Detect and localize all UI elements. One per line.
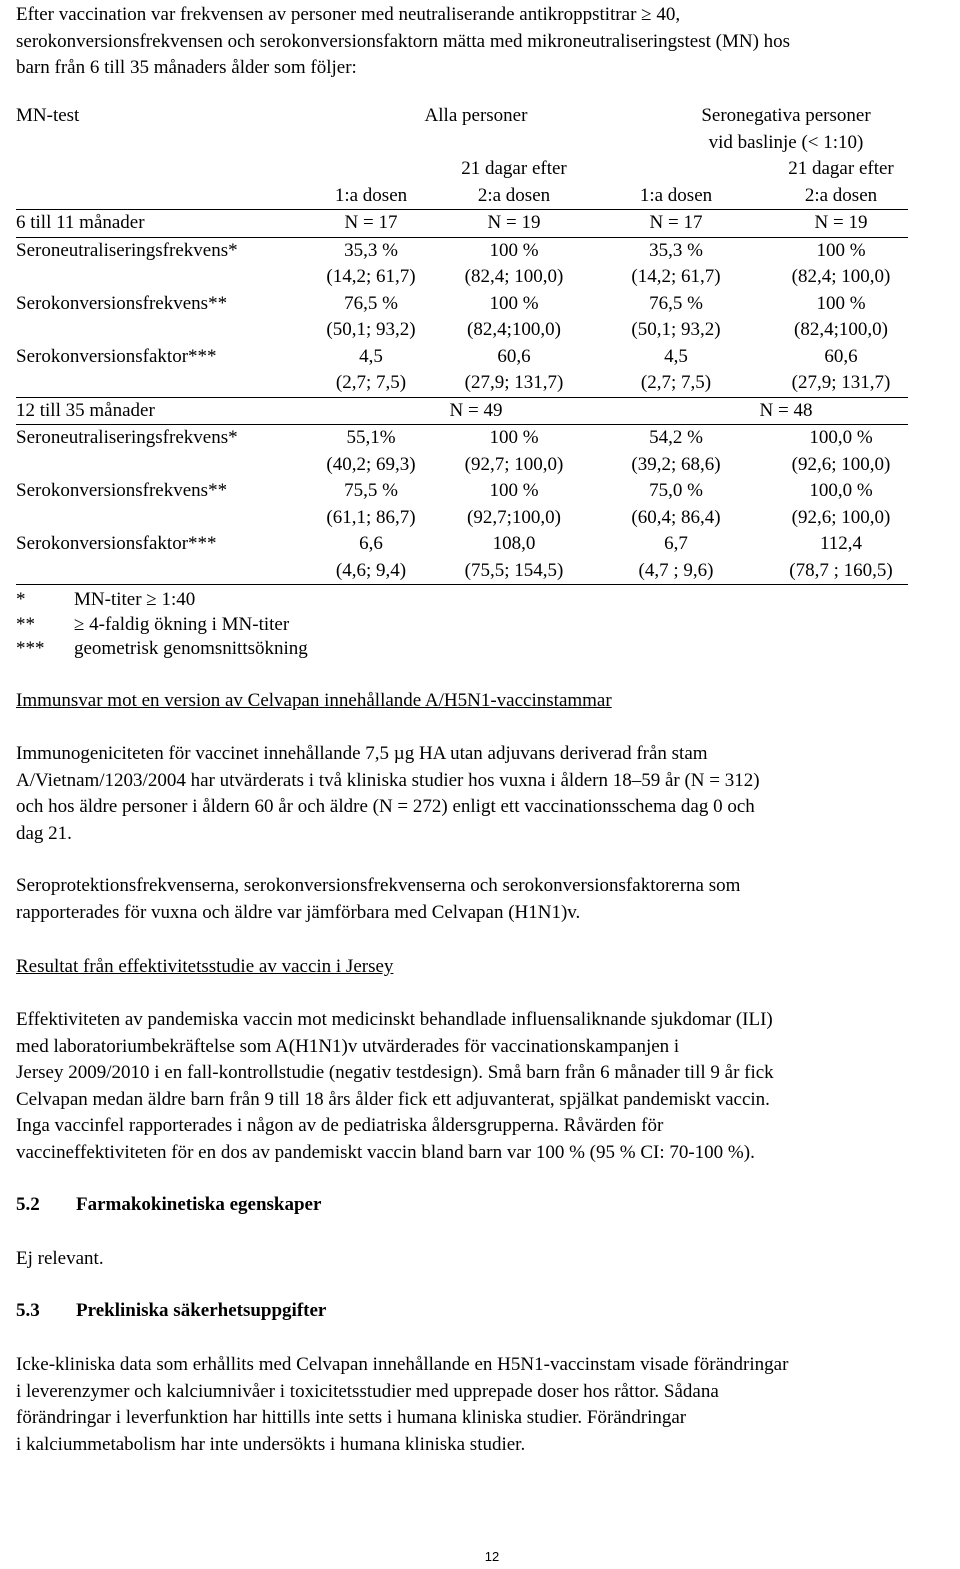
value-cell: 35,3 % xyxy=(344,239,398,261)
ci-cell: (2,7; 7,5) xyxy=(335,372,407,393)
footnote xyxy=(16,636,908,661)
value-cell: 100 % xyxy=(489,427,539,448)
dose-header: 1:a dosen xyxy=(334,184,408,206)
text-line: Effektiviteten av pandemiska vaccin mot medicinskt behandlade influensaliknande sjukdomar (ILI) xyxy=(16,1009,773,1030)
value-cell: 100 % xyxy=(816,292,866,314)
section-5-3-paragraph xyxy=(16,1352,956,1458)
text-line: förändringar i leverfunktion har hittills inte setts i humana kliniska studier. Förändringar xyxy=(16,1407,687,1428)
value-cell: 54,2 % xyxy=(649,427,703,448)
age-group-row xyxy=(16,210,908,238)
value-cell: 75,0 % xyxy=(649,480,703,501)
age-group-label: 12 till 35 månader xyxy=(16,399,155,421)
ci-cell: (50,1; 93,2) xyxy=(326,319,416,340)
ci-cell: (61,1; 86,7) xyxy=(326,506,416,528)
footnote-text: MN-titer ≥ 1:40 xyxy=(74,589,196,610)
intro-line: serokonversionsfrekvensen och serokonversionsfaktorn mätta med mikroneutraliseringstest (MN) hos xyxy=(16,30,791,52)
section-number: 5.3 xyxy=(16,1300,40,1321)
ci-cell: (14,2; 61,7) xyxy=(631,266,721,287)
text-line: dag 21. xyxy=(16,822,72,844)
table-row xyxy=(16,478,908,505)
value-cell: 55,1% xyxy=(346,427,396,448)
ci-cell: (82,4;100,0) xyxy=(467,319,561,340)
jersey-heading: Resultat från effektivitetsstudie av vaccin i Jersey xyxy=(16,956,394,977)
ci-row xyxy=(16,452,908,479)
section-5-2-text: Ej relevant. xyxy=(16,1248,104,1269)
section-heading-5-2 xyxy=(16,1192,956,1219)
ci-cell: (39,2; 68,6) xyxy=(631,453,721,475)
ci-row xyxy=(16,370,908,398)
n-cell: N = 17 xyxy=(344,212,398,233)
row-label: Serokonversionsfrekvens** xyxy=(16,480,228,501)
dose-header: 2:a dosen xyxy=(477,184,551,206)
dose-header: 1:a dosen xyxy=(639,184,713,206)
ci-row xyxy=(16,505,908,532)
footnote-mark: * xyxy=(16,589,26,610)
section-number: 5.2 xyxy=(16,1194,40,1215)
text-line: i kalciummetabolism har inte undersökts i humana kliniska studier. xyxy=(16,1433,526,1455)
row-label: Serokonversionsfaktor*** xyxy=(16,533,217,554)
value-cell: 4,5 xyxy=(664,345,688,367)
value-cell: 76,5 % xyxy=(649,292,703,314)
value-cell: 112,4 xyxy=(819,533,863,554)
value-cell: 100,0 % xyxy=(809,480,873,501)
text-line: med laboratoriumbekräftelse som A(H1N1)v utvärderades för vaccinationskampanjen i xyxy=(16,1035,680,1057)
group-header-seronegative: Seronegativa personer xyxy=(701,105,871,126)
text-line: rapporterades för vuxna och äldre var jämförbara med Celvapan (H1N1)v. xyxy=(16,901,581,923)
ci-row xyxy=(16,558,908,586)
value-cell: 76,5 % xyxy=(344,292,398,314)
ci-cell: (2,7; 7,5) xyxy=(640,372,712,393)
ci-cell: (92,7;100,0) xyxy=(467,506,561,528)
footnotes xyxy=(16,587,908,661)
n-cell: N = 19 xyxy=(814,212,868,233)
age-group-row xyxy=(16,398,908,426)
value-cell: 6,7 xyxy=(664,533,688,554)
value-cell: 6,6 xyxy=(359,533,383,554)
footnote-text: ≥ 4-faldig ökning i MN-titer xyxy=(74,613,290,635)
ci-cell: (78,7 ; 160,5) xyxy=(789,559,893,581)
dose-header-row xyxy=(16,183,908,211)
table-row xyxy=(16,238,908,265)
mn-test-table xyxy=(16,103,908,661)
footnote-text: geometrisk genomsnittsökning xyxy=(74,638,308,659)
text-line: i leverenzymer och kalciumnivåer i toxicitetsstudier med upprepade doser hos råttor. Sådana xyxy=(16,1380,719,1402)
header-row-2 xyxy=(16,130,908,157)
ci-cell: (82,4; 100,0) xyxy=(791,266,891,287)
h5n1-paragraph xyxy=(16,741,956,847)
ci-cell: (27,9; 131,7) xyxy=(464,372,564,393)
table-label: MN-test xyxy=(16,105,80,126)
group-header-baseline: vid baslinje (< 1:10) xyxy=(708,131,864,153)
table-row xyxy=(16,291,908,318)
ci-cell: (60,4; 86,4) xyxy=(631,506,721,528)
ci-cell: (40,2; 69,3) xyxy=(326,453,416,475)
after21-header: 21 dagar efter xyxy=(788,158,894,179)
header-row-1 xyxy=(16,103,908,130)
value-cell: 100 % xyxy=(489,480,539,501)
ci-cell: (82,4;100,0) xyxy=(794,319,888,340)
ci-cell: (92,6; 100,0) xyxy=(791,453,891,475)
section-heading-5-3 xyxy=(16,1298,956,1325)
row-label: Seroneutraliseringsfrekvens* xyxy=(16,427,238,448)
after21-header: 21 dagar efter xyxy=(461,158,567,179)
text-line: A/Vietnam/1203/2004 har utvärderats i två kliniska studier hos vuxna i åldern 18–59 år (N = 312) xyxy=(16,769,760,791)
value-cell: 100,0 % xyxy=(809,427,873,448)
h5n1-paragraph-2 xyxy=(16,873,956,926)
n-cell: N = 49 xyxy=(449,399,503,421)
n-cell: N = 17 xyxy=(649,212,703,233)
row-label: Serokonversionsfaktor*** xyxy=(16,345,217,367)
group-header-all: Alla personer xyxy=(424,105,528,126)
ci-cell: (27,9; 131,7) xyxy=(791,372,891,393)
dose-header: 2:a dosen xyxy=(804,184,878,206)
intro-paragraph xyxy=(16,2,956,82)
table-row xyxy=(16,425,908,452)
intro-line: barn från 6 till 35 månaders ålder som följer: xyxy=(16,57,357,78)
text-line: Immunogeniciteten för vaccinet innehållande 7,5 µg HA utan adjuvans deriverad från stam xyxy=(16,743,708,764)
intro-line: Efter vaccination var frekvensen av personer med neutraliserande antikroppstitrar ≥ 40, xyxy=(16,4,681,25)
value-cell: 100 % xyxy=(489,292,539,314)
ci-cell: (82,4; 100,0) xyxy=(464,266,564,287)
section-title: Prekliniska säkerhetsuppgifter xyxy=(76,1300,327,1321)
ci-cell: (92,7; 100,0) xyxy=(464,453,564,475)
h5n1-heading: Immunsvar mot en version av Celvapan innehållande A/H5N1-vaccinstammar xyxy=(16,690,612,711)
ci-cell: (75,5; 154,5) xyxy=(464,559,564,581)
text-line: Inga vaccinfel rapporterades i någon av de pediatriska åldersgrupperna. Råvärden för xyxy=(16,1115,664,1136)
value-cell: 100 % xyxy=(816,239,866,261)
footnote-mark: ** xyxy=(16,613,35,635)
ci-row xyxy=(16,317,908,344)
ci-cell: (4,7 ; 9,6) xyxy=(638,559,714,581)
table-row xyxy=(16,531,908,558)
value-cell: 75,5 % xyxy=(344,480,398,501)
row-label: Serokonversionsfrekvens** xyxy=(16,292,228,314)
value-cell: 100 % xyxy=(489,239,539,261)
text-line: Jersey 2009/2010 i en fall-kontrollstudie (negativ testdesign). Små barn från 6 månader till 9 år fick xyxy=(16,1062,774,1083)
age-group-label: 6 till 11 månader xyxy=(16,212,145,233)
text-line: och hos äldre personer i åldern 60 år och äldre (N = 272) enligt ett vaccinationsschema dag 0 och xyxy=(16,796,755,817)
header-row-3 xyxy=(16,156,908,183)
value-cell: 60,6 xyxy=(497,345,531,367)
value-cell: 35,3 % xyxy=(649,239,703,261)
value-cell: 60,6 xyxy=(824,345,858,367)
section-title: Farmakokinetiska egenskaper xyxy=(76,1194,322,1215)
value-cell: 4,5 xyxy=(359,345,383,367)
text-line: vaccineffektiviteten för en dos av pandemiskt vaccin bland barn var 100 % (95 % CI: 70-100 %). xyxy=(16,1141,755,1163)
value-cell: 108,0 xyxy=(492,533,536,554)
n-cell: N = 19 xyxy=(487,212,541,233)
footnote xyxy=(16,612,908,637)
ci-cell: (92,6; 100,0) xyxy=(791,506,891,528)
text-line: Seroprotektionsfrekvenserna, serokonversionsfrekvenserna och serokonversionsfaktorerna som xyxy=(16,875,741,896)
text-line: Celvapan medan äldre barn från 9 till 18 års ålder fick ett adjuvanterat, spjälkat pandemiskt vaccin. xyxy=(16,1088,770,1110)
ci-cell: (50,1; 93,2) xyxy=(631,319,721,340)
ci-cell: (14,2; 61,7) xyxy=(326,266,416,287)
page-number: 12 xyxy=(484,1549,500,1564)
footnote-mark: *** xyxy=(16,638,45,659)
ci-cell: (4,6; 9,4) xyxy=(335,559,407,581)
ci-row xyxy=(16,264,908,291)
jersey-paragraph xyxy=(16,1007,956,1166)
footnote xyxy=(16,587,908,612)
text-line: Icke-kliniska data som erhållits med Celvapan innehållande en H5N1-vaccinstam visade förändringar xyxy=(16,1354,789,1375)
n-cell: N = 48 xyxy=(759,399,813,421)
table-row xyxy=(16,344,908,371)
row-label: Seroneutraliseringsfrekvens* xyxy=(16,239,238,261)
